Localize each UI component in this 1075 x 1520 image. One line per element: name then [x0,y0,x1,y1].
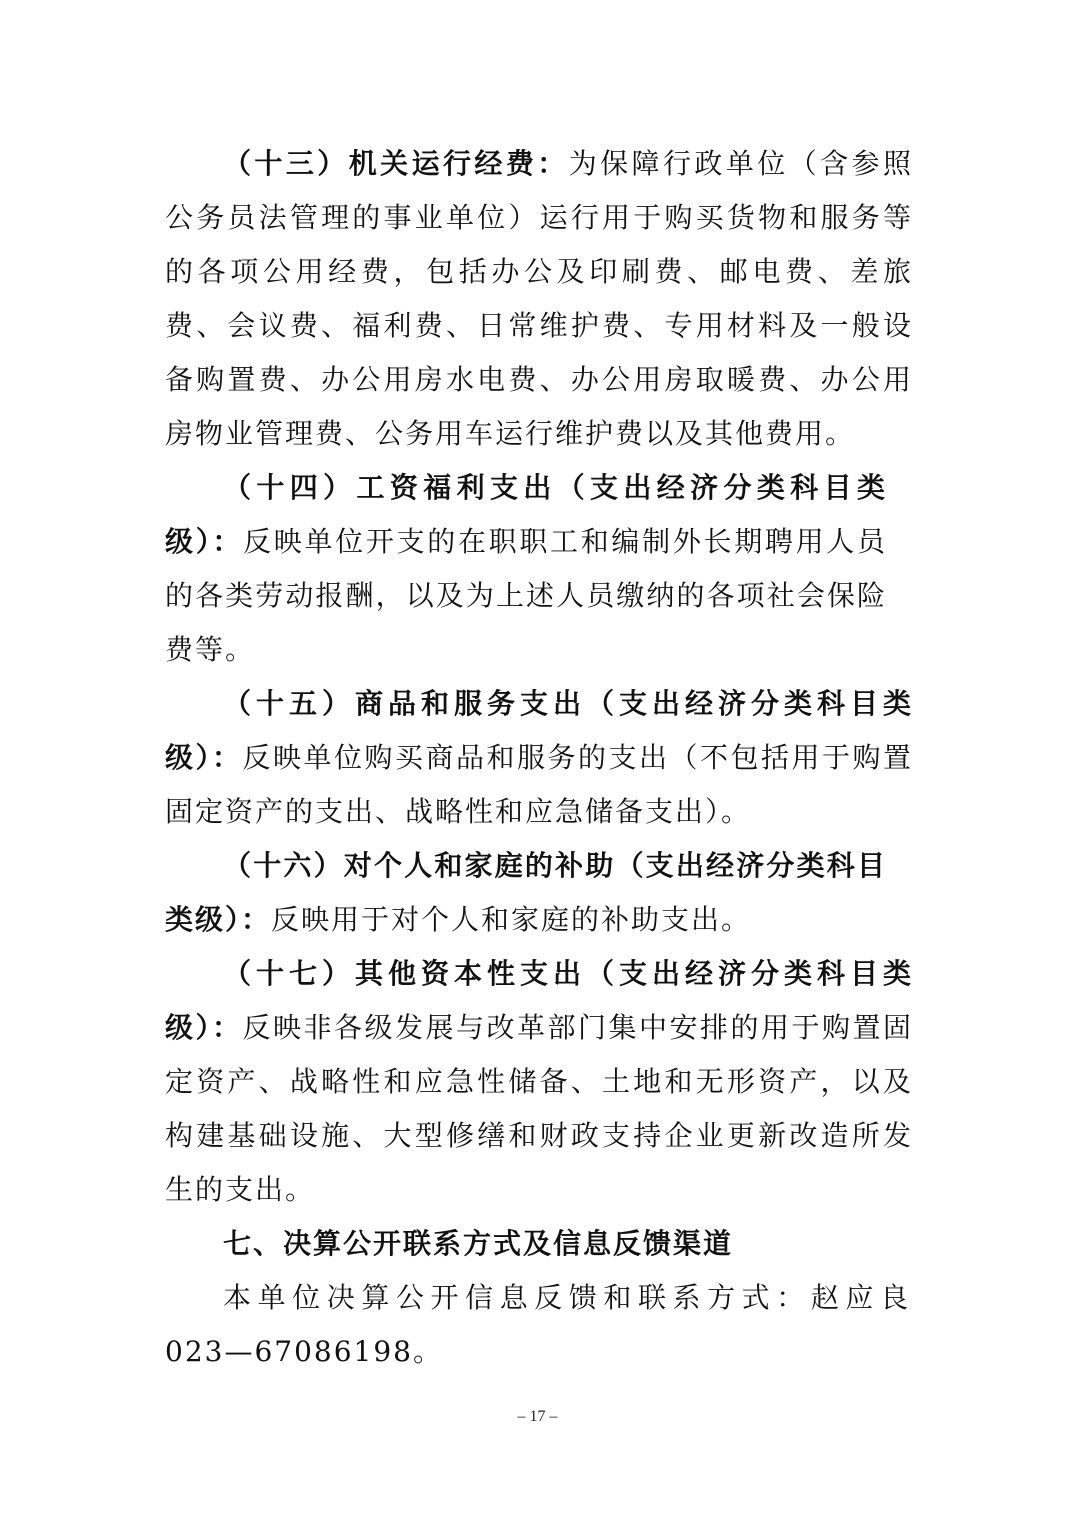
contact-line: 本单位决算公开信息反馈和联系方式：赵应良 [223,1281,913,1314]
paragraph-13 [165,137,913,461]
body-text-top [165,137,913,1379]
paragraph-term: （十三）机关运行经费： [223,147,569,180]
paragraph-15 [165,677,913,839]
section-heading: 七、决算公开联系方式及信息反馈渠道 [223,1227,734,1260]
paragraph-term: （十五）商品和服务支出（支出经济分类科目类级）： [165,687,913,774]
paragraph-term: （十七）其他资本性支出（支出经济分类科目类级）： [165,957,913,1044]
paragraph-body: 反映用于对个人和家庭的补助支出。 [271,903,752,936]
paragraph-term: （十六）对个人和家庭的补助（支出经济分类科目类级）： [165,849,887,936]
paragraph-body: 反映单位购买商品和服务的支出（不包括用于购置固定资产的支出、战略性和应急储备支出）。 [165,741,913,828]
page-number: – 17 – [517,1408,558,1425]
paragraph-term: （十四）工资福利支出（支出经济分类科目类级）： [165,471,887,558]
paragraph-body: 反映单位开支的在职职工和编制外长期聘用人员的各类劳动报酬，以及为上述人员缴纳的各项社会保险费等。 [165,525,887,666]
paragraph-17 [165,947,913,1217]
paragraph-body: 为保障行政单位（含参照公务员法管理的事业单位）运行用于购买货物和服务等的各项公用经费，包括办公及印刷费、邮电费、差旅费、会议费、福利费、日常维护费、专用材料及一般设备购置费、办公用房水电费、办公用房取暖费、办公用房物业管理费、公务用车运行维护费以及其他费用。 [165,147,913,450]
paragraph-14 [165,461,887,677]
paragraph-16 [165,839,887,947]
contact-phone: 023—67086198。 [165,1335,443,1368]
paragraph-body: 反映非各级发展与改革部门集中安排的用于购置固定资产、战略性和应急性储备、土地和无形资产，以及构建基础设施、大型修缮和财政支持企业更新改造所发生的支出。 [165,1011,913,1206]
